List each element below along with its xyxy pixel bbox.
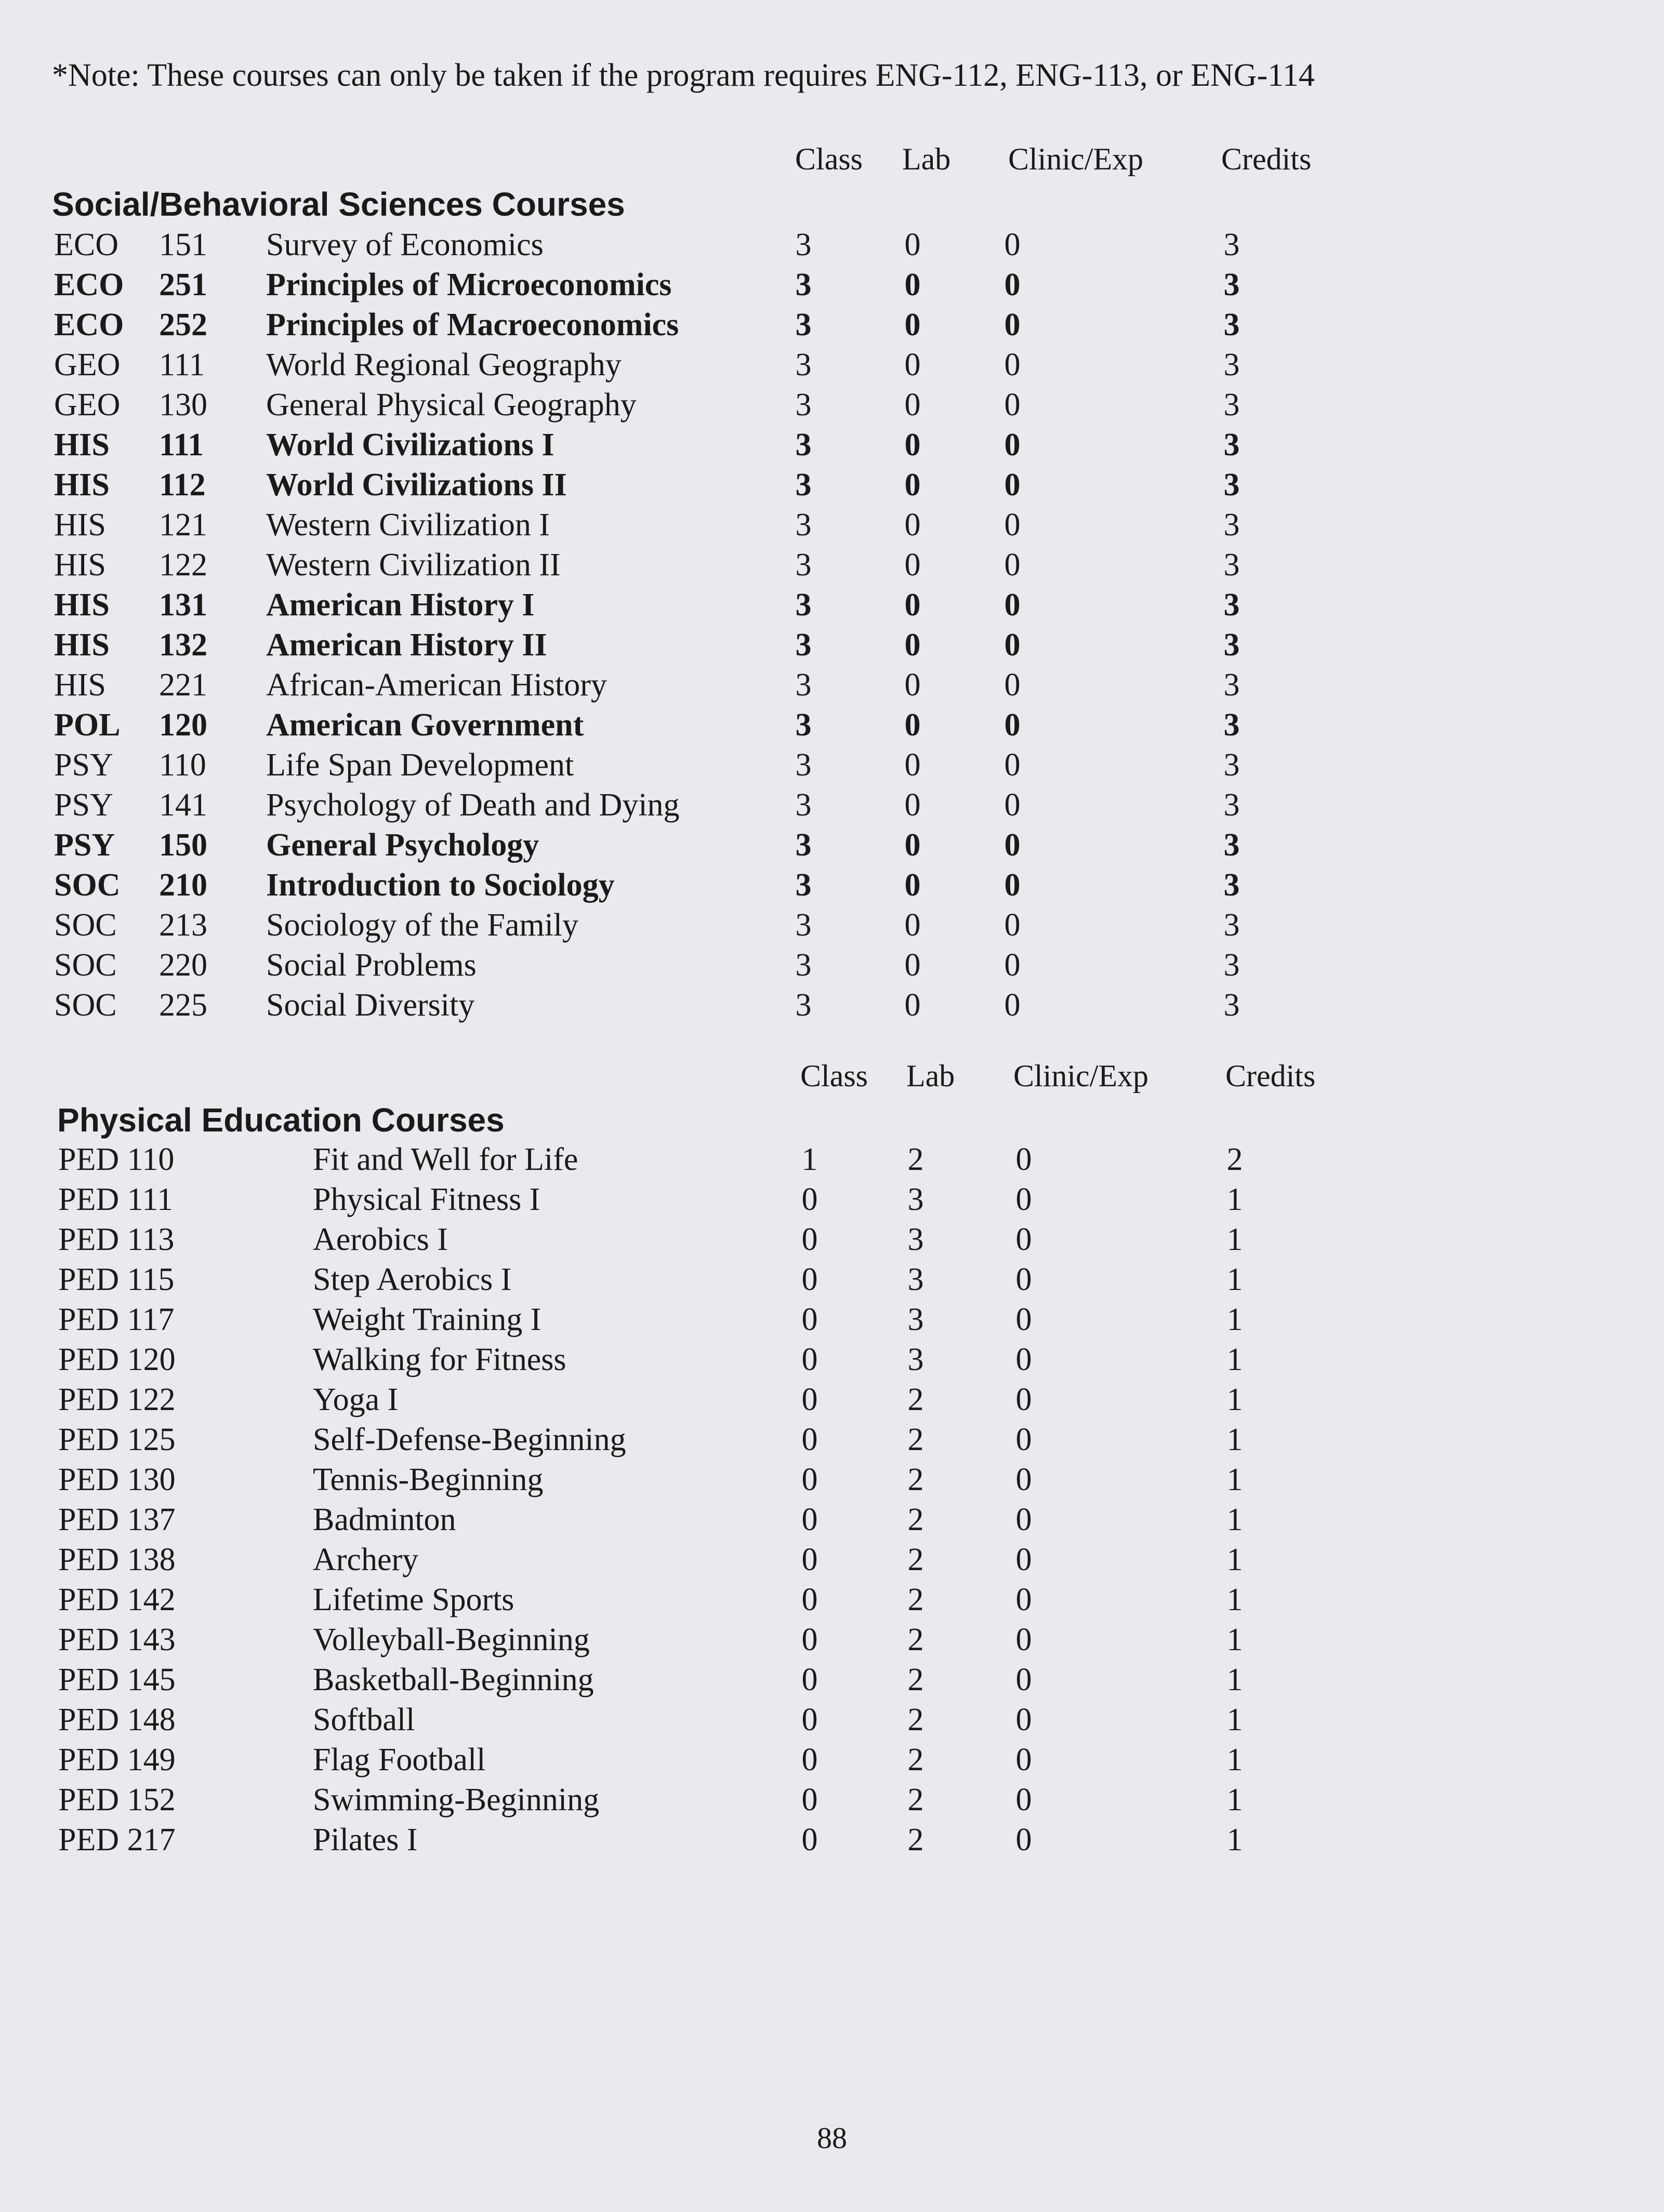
clinic-hours: 0 bbox=[1004, 907, 1021, 943]
credits: 3 bbox=[1223, 267, 1240, 302]
course-prefix: PSY bbox=[54, 747, 113, 783]
course-code: PED 113 bbox=[58, 1222, 175, 1257]
table-row bbox=[0, 1582, 1664, 1621]
credits: 3 bbox=[1223, 507, 1240, 543]
credits: 3 bbox=[1223, 707, 1240, 743]
course-prefix: ECO bbox=[54, 267, 124, 302]
table-row bbox=[0, 507, 1664, 546]
clinic-hours: 0 bbox=[1015, 1662, 1032, 1697]
course-code: PED 149 bbox=[58, 1742, 176, 1778]
credits: 3 bbox=[1223, 988, 1240, 1023]
class-hours: 0 bbox=[801, 1542, 818, 1577]
table-row bbox=[0, 587, 1664, 626]
course-code: PED 137 bbox=[58, 1502, 176, 1537]
credits: 3 bbox=[1223, 347, 1240, 383]
credits: 1 bbox=[1226, 1702, 1243, 1737]
table-row bbox=[0, 747, 1664, 786]
col-lab: Lab bbox=[906, 1059, 955, 1093]
class-hours: 0 bbox=[801, 1262, 818, 1297]
table-row bbox=[0, 267, 1664, 306]
course-code: PED 130 bbox=[58, 1462, 176, 1497]
course-title: Social Problems bbox=[266, 947, 477, 983]
credits: 1 bbox=[1226, 1262, 1243, 1297]
course-number: 225 bbox=[159, 988, 207, 1023]
lab-hours: 2 bbox=[907, 1542, 924, 1577]
lab-hours: 3 bbox=[907, 1222, 924, 1257]
clinic-hours: 0 bbox=[1015, 1262, 1032, 1297]
course-number: 130 bbox=[159, 387, 207, 423]
course-title: American Government bbox=[266, 707, 584, 743]
lab-hours: 0 bbox=[904, 867, 921, 903]
table-row bbox=[0, 547, 1664, 586]
section-heading-social-behavioral: Social/Behavioral Sciences Courses bbox=[52, 186, 625, 223]
table-row bbox=[0, 1141, 1664, 1181]
col-clinic: Clinic/Exp bbox=[1008, 142, 1143, 176]
course-number: 150 bbox=[159, 827, 207, 863]
clinic-hours: 0 bbox=[1004, 627, 1021, 663]
credits: 1 bbox=[1226, 1502, 1243, 1537]
table-row bbox=[0, 827, 1664, 866]
course-title: Self-Defense-Beginning bbox=[313, 1422, 626, 1457]
class-hours: 0 bbox=[801, 1222, 818, 1257]
lab-hours: 0 bbox=[904, 387, 921, 423]
course-number: 111 bbox=[159, 427, 204, 463]
course-number: 111 bbox=[159, 347, 205, 383]
credits: 1 bbox=[1226, 1582, 1243, 1617]
course-title: Flag Football bbox=[313, 1742, 486, 1778]
table-row bbox=[0, 787, 1664, 826]
course-number: 122 bbox=[159, 547, 207, 583]
clinic-hours: 0 bbox=[1004, 307, 1021, 343]
lab-hours: 0 bbox=[904, 267, 921, 302]
class-hours: 0 bbox=[801, 1502, 818, 1537]
credits: 3 bbox=[1223, 627, 1240, 663]
course-title: General Physical Geography bbox=[266, 387, 637, 423]
table-row bbox=[0, 867, 1664, 906]
course-title: Principles of Macroeconomics bbox=[266, 307, 679, 343]
course-title: Yoga I bbox=[313, 1382, 399, 1417]
lab-hours: 3 bbox=[907, 1302, 924, 1337]
col-credits: Credits bbox=[1225, 1059, 1316, 1093]
course-prefix: ECO bbox=[54, 227, 118, 262]
clinic-hours: 0 bbox=[1004, 747, 1021, 783]
course-prefix: SOC bbox=[54, 867, 121, 903]
clinic-hours: 0 bbox=[1015, 1182, 1032, 1217]
lab-hours: 0 bbox=[904, 547, 921, 583]
course-title: Social Diversity bbox=[266, 988, 475, 1023]
lab-hours: 0 bbox=[904, 988, 921, 1023]
course-code: PED 122 bbox=[58, 1382, 176, 1417]
course-prefix: GEO bbox=[54, 347, 121, 383]
clinic-hours: 0 bbox=[1015, 1582, 1032, 1617]
course-prefix: POL bbox=[54, 707, 121, 743]
lab-hours: 2 bbox=[907, 1662, 924, 1697]
class-hours: 3 bbox=[795, 347, 812, 383]
table-row bbox=[0, 1421, 1664, 1461]
page-number: 88 bbox=[817, 2121, 847, 2155]
table-row bbox=[0, 1662, 1664, 1701]
credits: 3 bbox=[1223, 227, 1240, 262]
credits: 1 bbox=[1226, 1782, 1243, 1818]
course-prefix: HIS bbox=[54, 547, 106, 583]
table-row bbox=[0, 947, 1664, 986]
clinic-hours: 0 bbox=[1015, 1822, 1032, 1858]
table-row bbox=[0, 627, 1664, 666]
class-hours: 3 bbox=[795, 627, 812, 663]
lab-hours: 2 bbox=[907, 1462, 924, 1497]
class-hours: 3 bbox=[795, 867, 812, 903]
course-title: Archery bbox=[313, 1542, 419, 1577]
class-hours: 0 bbox=[801, 1422, 818, 1457]
table-row bbox=[0, 707, 1664, 746]
course-number: 131 bbox=[159, 587, 207, 623]
col-credits: Credits bbox=[1221, 142, 1312, 176]
lab-hours: 0 bbox=[904, 707, 921, 743]
col-class: Class bbox=[800, 1059, 868, 1093]
credits: 1 bbox=[1226, 1462, 1243, 1497]
credits: 1 bbox=[1226, 1182, 1243, 1217]
clinic-hours: 0 bbox=[1004, 587, 1021, 623]
credits: 1 bbox=[1226, 1662, 1243, 1697]
lab-hours: 0 bbox=[904, 427, 921, 463]
clinic-hours: 0 bbox=[1015, 1342, 1032, 1377]
course-number: 251 bbox=[159, 267, 207, 302]
class-hours: 0 bbox=[801, 1622, 818, 1657]
course-title: Step Aerobics I bbox=[313, 1262, 512, 1297]
lab-hours: 2 bbox=[907, 1422, 924, 1457]
table-row bbox=[0, 1181, 1664, 1221]
credits: 1 bbox=[1226, 1542, 1243, 1577]
course-prefix: GEO bbox=[54, 387, 121, 423]
credits: 2 bbox=[1226, 1142, 1243, 1177]
credits: 3 bbox=[1223, 467, 1240, 503]
course-code: PED 111 bbox=[58, 1182, 174, 1217]
clinic-hours: 0 bbox=[1015, 1302, 1032, 1337]
course-code: PED 142 bbox=[58, 1582, 176, 1617]
credits: 3 bbox=[1223, 427, 1240, 463]
credits: 3 bbox=[1223, 787, 1240, 823]
course-code: PED 138 bbox=[58, 1542, 176, 1577]
table-row bbox=[0, 467, 1664, 506]
credits: 3 bbox=[1223, 867, 1240, 903]
clinic-hours: 0 bbox=[1004, 707, 1021, 743]
class-hours: 1 bbox=[801, 1142, 818, 1177]
table-row bbox=[0, 1381, 1664, 1421]
lab-hours: 0 bbox=[904, 347, 921, 383]
credits: 1 bbox=[1226, 1222, 1243, 1257]
clinic-hours: 0 bbox=[1015, 1142, 1032, 1177]
course-number: 252 bbox=[159, 307, 207, 343]
lab-hours: 2 bbox=[907, 1142, 924, 1177]
course-number: 120 bbox=[159, 707, 207, 743]
course-code: PED 110 bbox=[58, 1142, 175, 1177]
lab-hours: 0 bbox=[904, 787, 921, 823]
course-title: Life Span Development bbox=[266, 747, 574, 783]
course-number: 213 bbox=[159, 907, 207, 943]
lab-hours: 0 bbox=[904, 467, 921, 503]
clinic-hours: 0 bbox=[1004, 947, 1021, 983]
clinic-hours: 0 bbox=[1015, 1702, 1032, 1737]
credits: 3 bbox=[1223, 587, 1240, 623]
clinic-hours: 0 bbox=[1004, 427, 1021, 463]
lab-hours: 2 bbox=[907, 1582, 924, 1617]
course-title: Lifetime Sports bbox=[313, 1582, 514, 1617]
class-hours: 0 bbox=[801, 1662, 818, 1697]
lab-hours: 2 bbox=[907, 1382, 924, 1417]
course-title: Volleyball-Beginning bbox=[313, 1622, 590, 1657]
class-hours: 3 bbox=[795, 307, 812, 343]
course-code: PED 120 bbox=[58, 1342, 176, 1377]
credits: 1 bbox=[1226, 1742, 1243, 1778]
table-row bbox=[0, 1702, 1664, 1741]
course-title: Principles of Microeconomics bbox=[266, 267, 672, 302]
lab-hours: 0 bbox=[904, 587, 921, 623]
course-number: 132 bbox=[159, 627, 207, 663]
table-row bbox=[0, 667, 1664, 706]
class-hours: 3 bbox=[795, 547, 812, 583]
class-hours: 3 bbox=[795, 427, 812, 463]
clinic-hours: 0 bbox=[1004, 267, 1021, 302]
clinic-hours: 0 bbox=[1004, 467, 1021, 503]
class-hours: 3 bbox=[795, 947, 812, 983]
class-hours: 3 bbox=[795, 667, 812, 703]
course-prefix: SOC bbox=[54, 988, 117, 1023]
class-hours: 3 bbox=[795, 467, 812, 503]
clinic-hours: 0 bbox=[1004, 667, 1021, 703]
col-lab: Lab bbox=[902, 142, 951, 176]
clinic-hours: 0 bbox=[1004, 507, 1021, 543]
credits: 3 bbox=[1223, 667, 1240, 703]
lab-hours: 2 bbox=[907, 1782, 924, 1818]
clinic-hours: 0 bbox=[1015, 1222, 1032, 1257]
class-hours: 0 bbox=[801, 1302, 818, 1337]
course-number: 112 bbox=[159, 467, 206, 503]
table-row bbox=[0, 1542, 1664, 1581]
table-row bbox=[0, 1782, 1664, 1821]
lab-hours: 0 bbox=[904, 747, 921, 783]
lab-hours: 0 bbox=[904, 227, 921, 262]
class-hours: 0 bbox=[801, 1782, 818, 1818]
credits: 3 bbox=[1223, 827, 1240, 863]
course-title: Walking for Fitness bbox=[313, 1342, 566, 1377]
clinic-hours: 0 bbox=[1004, 867, 1021, 903]
col-clinic: Clinic/Exp bbox=[1013, 1059, 1148, 1093]
course-title: Western Civilization I bbox=[266, 507, 550, 543]
course-title: African-American History bbox=[266, 667, 607, 703]
course-prefix: HIS bbox=[54, 587, 110, 623]
course-code: PED 152 bbox=[58, 1782, 176, 1818]
course-code: PED 125 bbox=[58, 1422, 176, 1457]
table-row bbox=[0, 427, 1664, 466]
course-title: Tennis-Beginning bbox=[313, 1462, 544, 1497]
class-hours: 0 bbox=[801, 1342, 818, 1377]
lab-hours: 3 bbox=[907, 1342, 924, 1377]
course-title: World Regional Geography bbox=[266, 347, 622, 383]
course-title: Physical Fitness I bbox=[313, 1182, 540, 1217]
course-prefix: SOC bbox=[54, 907, 117, 943]
class-hours: 3 bbox=[795, 587, 812, 623]
course-code: PED 115 bbox=[58, 1262, 175, 1297]
credits: 1 bbox=[1226, 1342, 1243, 1377]
lab-hours: 2 bbox=[907, 1822, 924, 1858]
clinic-hours: 0 bbox=[1015, 1502, 1032, 1537]
course-number: 220 bbox=[159, 947, 207, 983]
clinic-hours: 0 bbox=[1004, 787, 1021, 823]
course-title: Fit and Well for Life bbox=[313, 1142, 578, 1177]
course-title: Introduction to Sociology bbox=[266, 867, 615, 903]
course-title: Aerobics I bbox=[313, 1222, 448, 1257]
clinic-hours: 0 bbox=[1004, 227, 1021, 262]
table-row bbox=[0, 1341, 1664, 1381]
course-title: General Psychology bbox=[266, 827, 539, 863]
course-prefix: PSY bbox=[54, 787, 113, 823]
class-hours: 3 bbox=[795, 827, 812, 863]
clinic-hours: 0 bbox=[1004, 387, 1021, 423]
table-row bbox=[0, 387, 1664, 426]
lab-hours: 0 bbox=[904, 667, 921, 703]
class-hours: 0 bbox=[801, 1462, 818, 1497]
table-row bbox=[0, 1221, 1664, 1261]
course-number: 141 bbox=[159, 787, 207, 823]
table-row bbox=[0, 1822, 1664, 1861]
course-title: American History II bbox=[266, 627, 547, 663]
class-hours: 0 bbox=[801, 1702, 818, 1737]
clinic-hours: 0 bbox=[1015, 1382, 1032, 1417]
course-code: PED 148 bbox=[58, 1702, 176, 1737]
class-hours: 3 bbox=[795, 988, 812, 1023]
clinic-hours: 0 bbox=[1004, 827, 1021, 863]
course-title: Survey of Economics bbox=[266, 227, 544, 262]
course-code: PED 217 bbox=[58, 1822, 176, 1858]
table-row bbox=[0, 1261, 1664, 1301]
course-prefix: HIS bbox=[54, 627, 110, 663]
class-hours: 0 bbox=[801, 1382, 818, 1417]
credits: 1 bbox=[1226, 1622, 1243, 1657]
course-number: 221 bbox=[159, 667, 207, 703]
class-hours: 3 bbox=[795, 707, 812, 743]
lab-hours: 3 bbox=[907, 1262, 924, 1297]
course-prefix: SOC bbox=[54, 947, 117, 983]
credits: 1 bbox=[1226, 1822, 1243, 1858]
course-title: Badminton bbox=[313, 1502, 456, 1537]
course-title: World Civilizations II bbox=[266, 467, 567, 503]
course-title: World Civilizations I bbox=[266, 427, 554, 463]
table-row bbox=[0, 1622, 1664, 1661]
table-row bbox=[0, 227, 1664, 266]
course-prefix: HIS bbox=[54, 467, 110, 503]
class-hours: 3 bbox=[795, 907, 812, 943]
course-code: PED 117 bbox=[58, 1302, 175, 1337]
table-row bbox=[0, 1462, 1664, 1501]
lab-hours: 2 bbox=[907, 1622, 924, 1657]
course-title: Pilates I bbox=[313, 1822, 418, 1858]
note-text: *Note: These courses can only be taken if the program requires ENG-112, ENG-113, or ENG-114 bbox=[52, 58, 1315, 93]
lab-hours: 2 bbox=[907, 1502, 924, 1537]
class-hours: 0 bbox=[801, 1742, 818, 1778]
lab-hours: 0 bbox=[904, 827, 921, 863]
course-title: Sociology of the Family bbox=[266, 907, 579, 943]
class-hours: 3 bbox=[795, 787, 812, 823]
clinic-hours: 0 bbox=[1004, 988, 1021, 1023]
table-row bbox=[0, 307, 1664, 346]
course-number: 151 bbox=[159, 227, 207, 262]
credits: 3 bbox=[1223, 747, 1240, 783]
clinic-hours: 0 bbox=[1015, 1742, 1032, 1778]
course-code: PED 145 bbox=[58, 1662, 176, 1697]
course-code: PED 143 bbox=[58, 1622, 176, 1657]
class-hours: 3 bbox=[795, 747, 812, 783]
class-hours: 3 bbox=[795, 267, 812, 302]
lab-hours: 2 bbox=[907, 1702, 924, 1737]
lab-hours: 0 bbox=[904, 947, 921, 983]
course-prefix: HIS bbox=[54, 667, 106, 703]
clinic-hours: 0 bbox=[1004, 347, 1021, 383]
table-row bbox=[0, 347, 1664, 386]
clinic-hours: 0 bbox=[1015, 1782, 1032, 1818]
course-title: Western Civilization II bbox=[266, 547, 561, 583]
class-hours: 0 bbox=[801, 1582, 818, 1617]
class-hours: 3 bbox=[795, 387, 812, 423]
section-heading-physical-education: Physical Education Courses bbox=[57, 1101, 505, 1139]
table-row bbox=[0, 987, 1664, 1026]
course-number: 210 bbox=[159, 867, 207, 903]
course-title: Softball bbox=[313, 1702, 415, 1737]
credits: 3 bbox=[1223, 947, 1240, 983]
course-prefix: PSY bbox=[54, 827, 115, 863]
class-hours: 0 bbox=[801, 1822, 818, 1858]
clinic-hours: 0 bbox=[1015, 1542, 1032, 1577]
credits: 1 bbox=[1226, 1382, 1243, 1417]
table-row bbox=[0, 907, 1664, 946]
credits: 3 bbox=[1223, 307, 1240, 343]
clinic-hours: 0 bbox=[1015, 1462, 1032, 1497]
table-row bbox=[0, 1742, 1664, 1781]
credits: 3 bbox=[1223, 907, 1240, 943]
clinic-hours: 0 bbox=[1004, 547, 1021, 583]
lab-hours: 0 bbox=[904, 507, 921, 543]
clinic-hours: 0 bbox=[1015, 1422, 1032, 1457]
lab-hours: 0 bbox=[904, 627, 921, 663]
clinic-hours: 0 bbox=[1015, 1622, 1032, 1657]
course-title: Basketball-Beginning bbox=[313, 1662, 594, 1697]
course-prefix: ECO bbox=[54, 307, 124, 343]
lab-hours: 3 bbox=[907, 1182, 924, 1217]
credits: 1 bbox=[1226, 1302, 1243, 1337]
col-class: Class bbox=[795, 142, 863, 176]
course-title: Weight Training I bbox=[313, 1302, 542, 1337]
table-row bbox=[0, 1301, 1664, 1341]
credits: 1 bbox=[1226, 1422, 1243, 1457]
class-hours: 3 bbox=[795, 227, 812, 262]
class-hours: 3 bbox=[795, 507, 812, 543]
course-number: 121 bbox=[159, 507, 207, 543]
course-prefix: HIS bbox=[54, 507, 106, 543]
lab-hours: 0 bbox=[904, 307, 921, 343]
course-title: American History I bbox=[266, 587, 535, 623]
course-title: Swimming-Beginning bbox=[313, 1782, 600, 1818]
lab-hours: 0 bbox=[904, 907, 921, 943]
table-row bbox=[0, 1502, 1664, 1541]
course-title: Psychology of Death and Dying bbox=[266, 787, 680, 823]
class-hours: 0 bbox=[801, 1182, 818, 1217]
course-prefix: HIS bbox=[54, 427, 110, 463]
credits: 3 bbox=[1223, 387, 1240, 423]
credits: 3 bbox=[1223, 547, 1240, 583]
course-number: 110 bbox=[159, 747, 206, 783]
lab-hours: 2 bbox=[907, 1742, 924, 1778]
